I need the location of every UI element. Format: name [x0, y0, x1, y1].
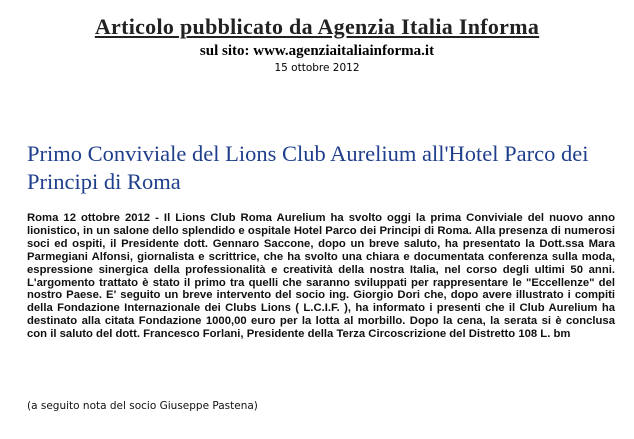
article-note: (a seguito nota del socio Giuseppe Pastena) — [27, 400, 258, 412]
article-body: Roma 12 ottobre 2012 - Il Lions Club Roma Aurelium ha svolto oggi la prima Conviviale del nuovo anno lionistico, in un salone dello splendido e ospitale Hotel Parco dei Principi di Roma. Alla presenza di numerosi soci ed ospiti, il Presidente dott. Gennaro Saccone, dopo un breve saluto, ha presentato la Dott.ssa Mara Parmegiani Alfonsi, giornalista e scrittrice, che ha svolto una chiara e documentata conferenza sulla moda, espressione sinergica della professionalità e creatività della nostra Italia, nel corso degli ultimi 50 anni. L'argomento trattato è stato il primo tra quelli che saranno sviluppati per rappresentare le "Eccellenze" del nostro Paese. E' seguito un breve intervento del socio ing. Giorgio Dori che, dopo avere illustrato i compiti della Fondazione Internazionale dei Clubs Lions ( L.C.I.F. ), ha informato i presenti che il Club Aurelium ha destinato alla citata Fondazione 1000,00 euro per la lotta al morbillo. Dopo la cena, la serata si è conclusa con il saluto del dott. Francesco Forlani, Presidente della Terza Circoscrizione del Distretto 108 L. bm — [27, 212, 615, 341]
publication-header — [0, 14, 634, 75]
article-headline: Primo Conviviale del Lions Club Aurelium all'Hotel Parco dei Principi di Roma — [27, 141, 589, 194]
publication-date: 15 ottobre 2012 — [274, 62, 360, 74]
site-url-line: sul sito: www.agenziaitaliainforma.it — [199, 43, 435, 59]
publication-title: Articolo pubblicato da Agenzia Italia Informa — [94, 14, 540, 39]
